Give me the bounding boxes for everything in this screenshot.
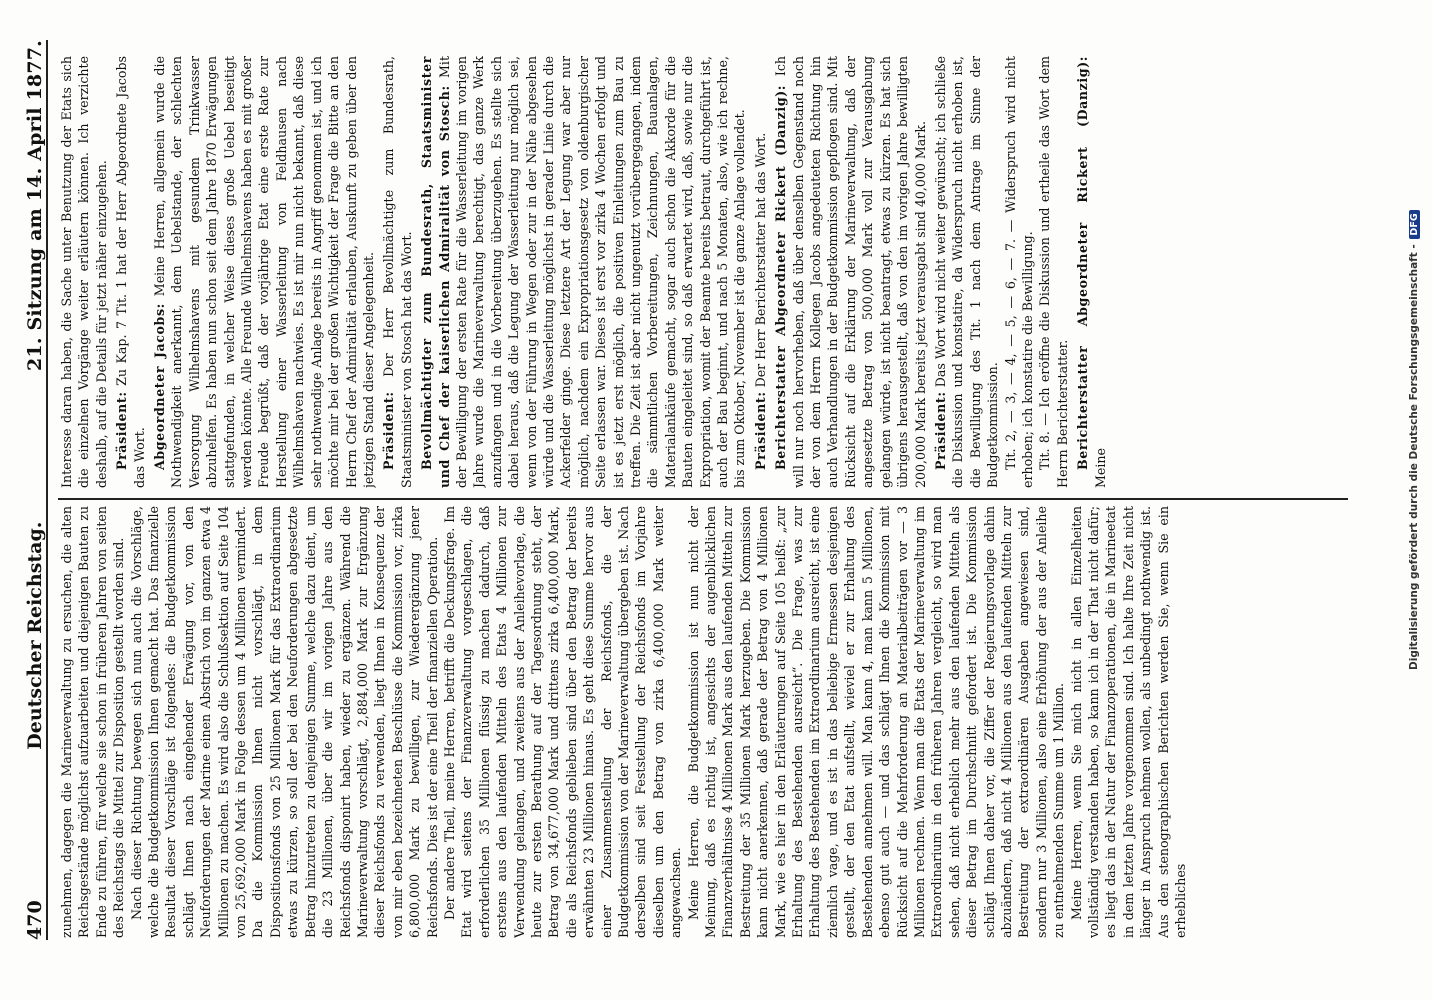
paragraph-text: Zu Kap. 7 Tit. 1 hat der Herr Abgeordnete Jacobs das Wort. — [114, 56, 147, 488]
paragraph-text: Mit der Bewilligung der ersten Rate für die Wasserleitung im vorigen Jahre wurde die Marineverwaltung berechtigt, das ganze Werk anzufangen und in die Vorbereitung überzugehen. Es stellte sich dabei heraus, daß die Legung der Wasserleitung nur möglich sei, wenn von der Führung in Wegen oder zur in der Nähe abgesehen würde und die Wasserleitung möglichst in gerader Linie durch die Ackerfelder ginge. Diese letztere Art der Legung war aber nur möglich, nachdem ein Expropriationsgesetz von oldenburgischer Seite erlassen war. Dieses ist erst vor zirka 4 Wochen erfolgt und ist es jetzt erst möglich, die positiven Einleitungen zum Bau zu treffen. Die Zeit ist aber nicht ungenutzt vorübergegangen, indem die sämmtlichen Vorbereitungen, Zeichnungen, Bauanlagen, Materialankäufe gemacht, sogar auch schon die Akkorde für die Bauten eingeleitet sind, so daß erwartet wird, daß, sowie nur die Expropriation, womit der Beamte bereits betraut, durchgeführt ist, auch der Bau beginnt, und nach 5 Monaten, also, wie ich rechne, bis zum Oktober, November ist die ganze Anlage vollendet. — [436, 56, 748, 488]
paragraph — [151, 56, 377, 488]
paragraph-text: Der Herr Berichterstatter hat das Wort. — [752, 132, 768, 388]
paragraph — [685, 506, 1068, 938]
paragraph-text: Ich will nur noch hervorheben, daß über denselben Gegenstand noch der von dem Herrn Kollegen Jacobs angedeuteten Richtung hin auch Verhandlungen in der Budgetkommission gepflogen sind. Mit Rücksicht auf die Erklärung der Marineverwaltung, daß der angesetzte Betrag von 500,000 Mark voll zur Verausgabung gelangen würde, ist nicht beantragt, etwas zu kürzen. Es hat sich übrigens herausgestellt, daß von den im vorigen Jahre bewilligten 200,000 Mark bereits jetzt verausgabt sind 40,000 Mark. — [773, 56, 928, 488]
speaker-name: Präsident: — [381, 391, 397, 470]
paragraph — [128, 506, 441, 938]
paragraph — [441, 506, 685, 938]
credit-text: Digitalisierung gefördert durch die Deutsche Forschungsgemeinschaft - — [1408, 244, 1420, 670]
paragraph — [418, 56, 749, 488]
speaker-name: Berichterstatter Abgeordneter Rickert (Danzig): — [1075, 56, 1091, 470]
left-text-column — [58, 506, 1348, 938]
page-number: 470 — [24, 900, 46, 940]
paragraph-text: Tit. 8. — Ich eröffne die Diskussion und ertheile das Wort dem Herrn Berichterstatter. — [1037, 56, 1070, 488]
paragraph-text: zunehmen, dagegen die Marineverwaltung zu ersuchen, die alten Reichsgestände möglichst aufzuarbeiten und diejenigen Bauten zu Ende zu führen, für welche sie schon in früheren Jahren von seiten des Reichstags die Mittel zur Disposition gestellt worden sind. — [59, 506, 127, 938]
dfg-logo: DFG — [1409, 210, 1420, 238]
paragraph — [752, 56, 769, 488]
paragraph — [1002, 56, 1037, 488]
page-header — [6, 40, 48, 940]
paragraph-text: Tit. 2, — 3, — 4, — 5, — 6, — 7. — Widerspruch wird nicht erhoben; ich konstatire die Bewilligung. — [1002, 56, 1035, 488]
paragraph-text: Nach dieser Richtung bewegen sich nun auch die Vorschläge, welche die Budgetkommission Ihnen gemacht hat. Das finanzielle Resultat dieser Vorschläge ist folgendes: die Budgetkommission schlägt Ihnen nach eingehender Erwägung vor, von den Neuforderungen der Marine einen Abstrich von im ganzen etwa 4 Millionen zu machen. Es wird also die Schlußsektion auf Seite 104 von 25,692,000 Mark in Folge dessen um 4 Millionen vermindert. Da die Kommission Ihnen nicht vorschlägt, in dem Dispositionsfonds von 25 Millionen Mark für das Extraordinarium etwas zu kürzen, so soll der bei den Neuforderungen abgesetzte Betrag hinzutreten zu denjenigen Summe, welche dazu dient, um die 23 Millionen, über die wir im vorigen Jahre aus den Reichsfonds disponirt haben, wieder zu ergänzen. Während die Marineverwaltung vorschlägt, 2,884,000 Mark zur Ergänzung dieser Reichsfonds zu verwenden, liegt Ihnen in Konsequenz der von mir eben bezeichneten Beschlüsse die Kommission vor, zirka 6,800,000 Mark zu bewilligen, zur Wiederergänzung jener Reichsfonds. Dies ist der eine Theil der finanziellen Operation. — [128, 506, 440, 938]
paragraph — [1036, 56, 1071, 488]
paragraph-text: Meine Herren, die Budgetkommission ist nun nicht der Meinung, daß es richtig ist, angesichts der augenblicklichen Finanzverhältnisse 4 Millionen Mark aus den laufenden Mitteln zur Bestreitung der 35 Millionen Mark herzugeben. Die Kommission kann nicht anerkennen, daß gerade der Betrag von 4 Millionen Mark, wie es hier in den Erläuterungen auf Seite 105 heißt: „zur Erhaltung des Bestehenden ausreicht“. Die Frage, was zur Erhaltung des Bestehenden im Extraordinarium ausreicht, ist eine ziemlich vage, und es ist in das beliebige Ermessen desjenigen gestellt, der den Etat aufstellt, wieviel er zur Erhaltung des Bestehenden annehmen will. Man kann 4, man kann 5 Millionen, ebenso gut auch — und das schlägt Ihnen die Kommission mit Rücksicht auf die Mehrforderung an Materialbeiträgen vor — 3 Millionen rechnen. Wenn man die Etats der Marineverwaltung im Extraordinarium in den früheren Jahren vergleicht, so wird man sehen, daß nicht erheblich mehr aus den laufenden Mitteln als dieser Betrag im Durchschnitt gefordert ist. Die Kommission schlägt Ihnen daher vor, die Ziffer der Regierungsvorlage dahin abzuändern, daß nicht 4 Millionen aus den laufenden Mitteln zur Bestreitung der extraordinären Ausgaben angewiesen sind, sondern nur 3 Millionen, also eine Erhöhung der aus der Anleihe zu entnehmenden Summe um 1 Million. — [685, 506, 1067, 938]
session-title: 21. Sitzung am 14. April 1877. — [24, 40, 46, 371]
digitization-credit — [1408, 0, 1420, 670]
speaker-name: Abgeordneter Jacobs: — [152, 303, 168, 470]
speaker-name: Präsident: — [114, 391, 130, 470]
paragraph — [1074, 56, 1109, 488]
paragraph-text: Der andere Theil, meine Herren, betrifft die Deckungsfrage. Im Etat wird seitens der Finanzverwaltung vorgeschlagen, die erforderlichen 35 Millionen flüssig zu machen dadurch, daß erstens aus den laufenden Mitteln des Etats 4 Millionen zur Verwendung gelangen, und zweitens aus der Anleihevorlage, die heute zur ersten Berathung auf der Tagesordnung steht, der Betrag von 34,677,000 Mark und drittens zirka 6,400,000 Mark, die als Reichsfonds geblieben sind über den Betrag der bereits erwähnten 23 Millionen hinaus. Es geht diese Summe hervor aus einer Zusammenstellung der Reichsfonds, die der Budgetkommission von der Marineverwaltung übergeben ist. Nach derselben sind seit Feststellung der Reichsfonds im Vorjahre dieselben um den Betrag von zirka 6,400,000 Mark weiter angewachsen. — [441, 506, 684, 938]
paragraph — [58, 56, 110, 488]
speaker-name: Präsident: — [932, 391, 948, 470]
paragraph — [113, 56, 148, 488]
paragraph — [1068, 506, 1190, 938]
paragraph-text: Meine — [1092, 448, 1108, 488]
paragraph — [932, 56, 1002, 488]
paragraph-text: Der Herr Bevollmächtigte zum Bundesrath, Staatsminister von Stosch hat das Wort. — [381, 56, 414, 488]
paragraph-text: Interesse daran haben, die Sache unter Benutzung der Etats sich die einzelnen Vorgänge weiter erläutern können. Ich verzichte deshalb, auf die Details für jetzt näher einzugehen. — [59, 56, 109, 488]
column-divider — [58, 498, 1348, 500]
publication-title: Deutscher Reichstag. — [24, 521, 46, 750]
right-text-column — [58, 56, 1348, 488]
speaker-name: Bevollmächtigter zum Bundesrath, Staatsminister und Chef der kaiserlichen Admiralität von Stosch: — [419, 56, 452, 488]
paragraph-text: Das Wort wird nicht weiter gewünscht; ich schließe die Diskussion und konstatire, da Widerspruch nicht erhoben ist, die Bewilligung des Tit. 1 nach dem Antrage im Sinne der Budgetkommission. — [932, 56, 1001, 488]
speaker-name: Präsident: — [752, 391, 768, 470]
paragraph-text: Meine Herren, wenn Sie mich nicht in allen Einzelheiten vollständig verstanden haben, so kann ich in der That nicht dafür; es liegt das in der Natur der Finanzoperationen, die in Marineetat in dem letzten Jahre vorgenommen sind. Ich halte Ihre Zeit nicht länger in Anspruch nehmen wollen, als unbedingt nothwendig ist. Aus den stenographischen Berichten werden Sie, wenn Sie ein erhebliches — [1068, 506, 1188, 938]
paragraph — [380, 56, 415, 488]
paragraph — [58, 506, 128, 938]
speaker-name: Berichterstatter Abgeordneter Rickert (Danzig): — [773, 84, 789, 470]
paragraph-text: Meine Herren, allgemein wurde die Nothwendigkeit anerkannt, dem Uebelstande, der schlechten Versorgung Wilhelmshavens mit gesundem Trinkwasser abzuhelfen. Es haben nun schon seit dem Jahre 1870 Erwägungen stattgefunden, in welcher Weise dieses große Uebel beseitigt werden könnte. Alle Freunde Wilhelmshavens haben es mit großer Freude begrüßt, daß der vorjährige Etat eine erste Rate zur Herstellung einer Wasserleitung von Feldhausen nach Wilhelmshaven nachwies. Es ist mir nun nicht bekannt, daß diese sehr nothwendige Anlage bereits in Angriff genommen ist, und ich möchte mir bei der großen Wichtigkeit der Frage die Bitte an den Herrn Chef der Admiralität erlauben, Auskunft zu geben über den jetzigen Stand dieser Angelegenheit. — [152, 56, 376, 488]
paragraph — [772, 56, 929, 488]
